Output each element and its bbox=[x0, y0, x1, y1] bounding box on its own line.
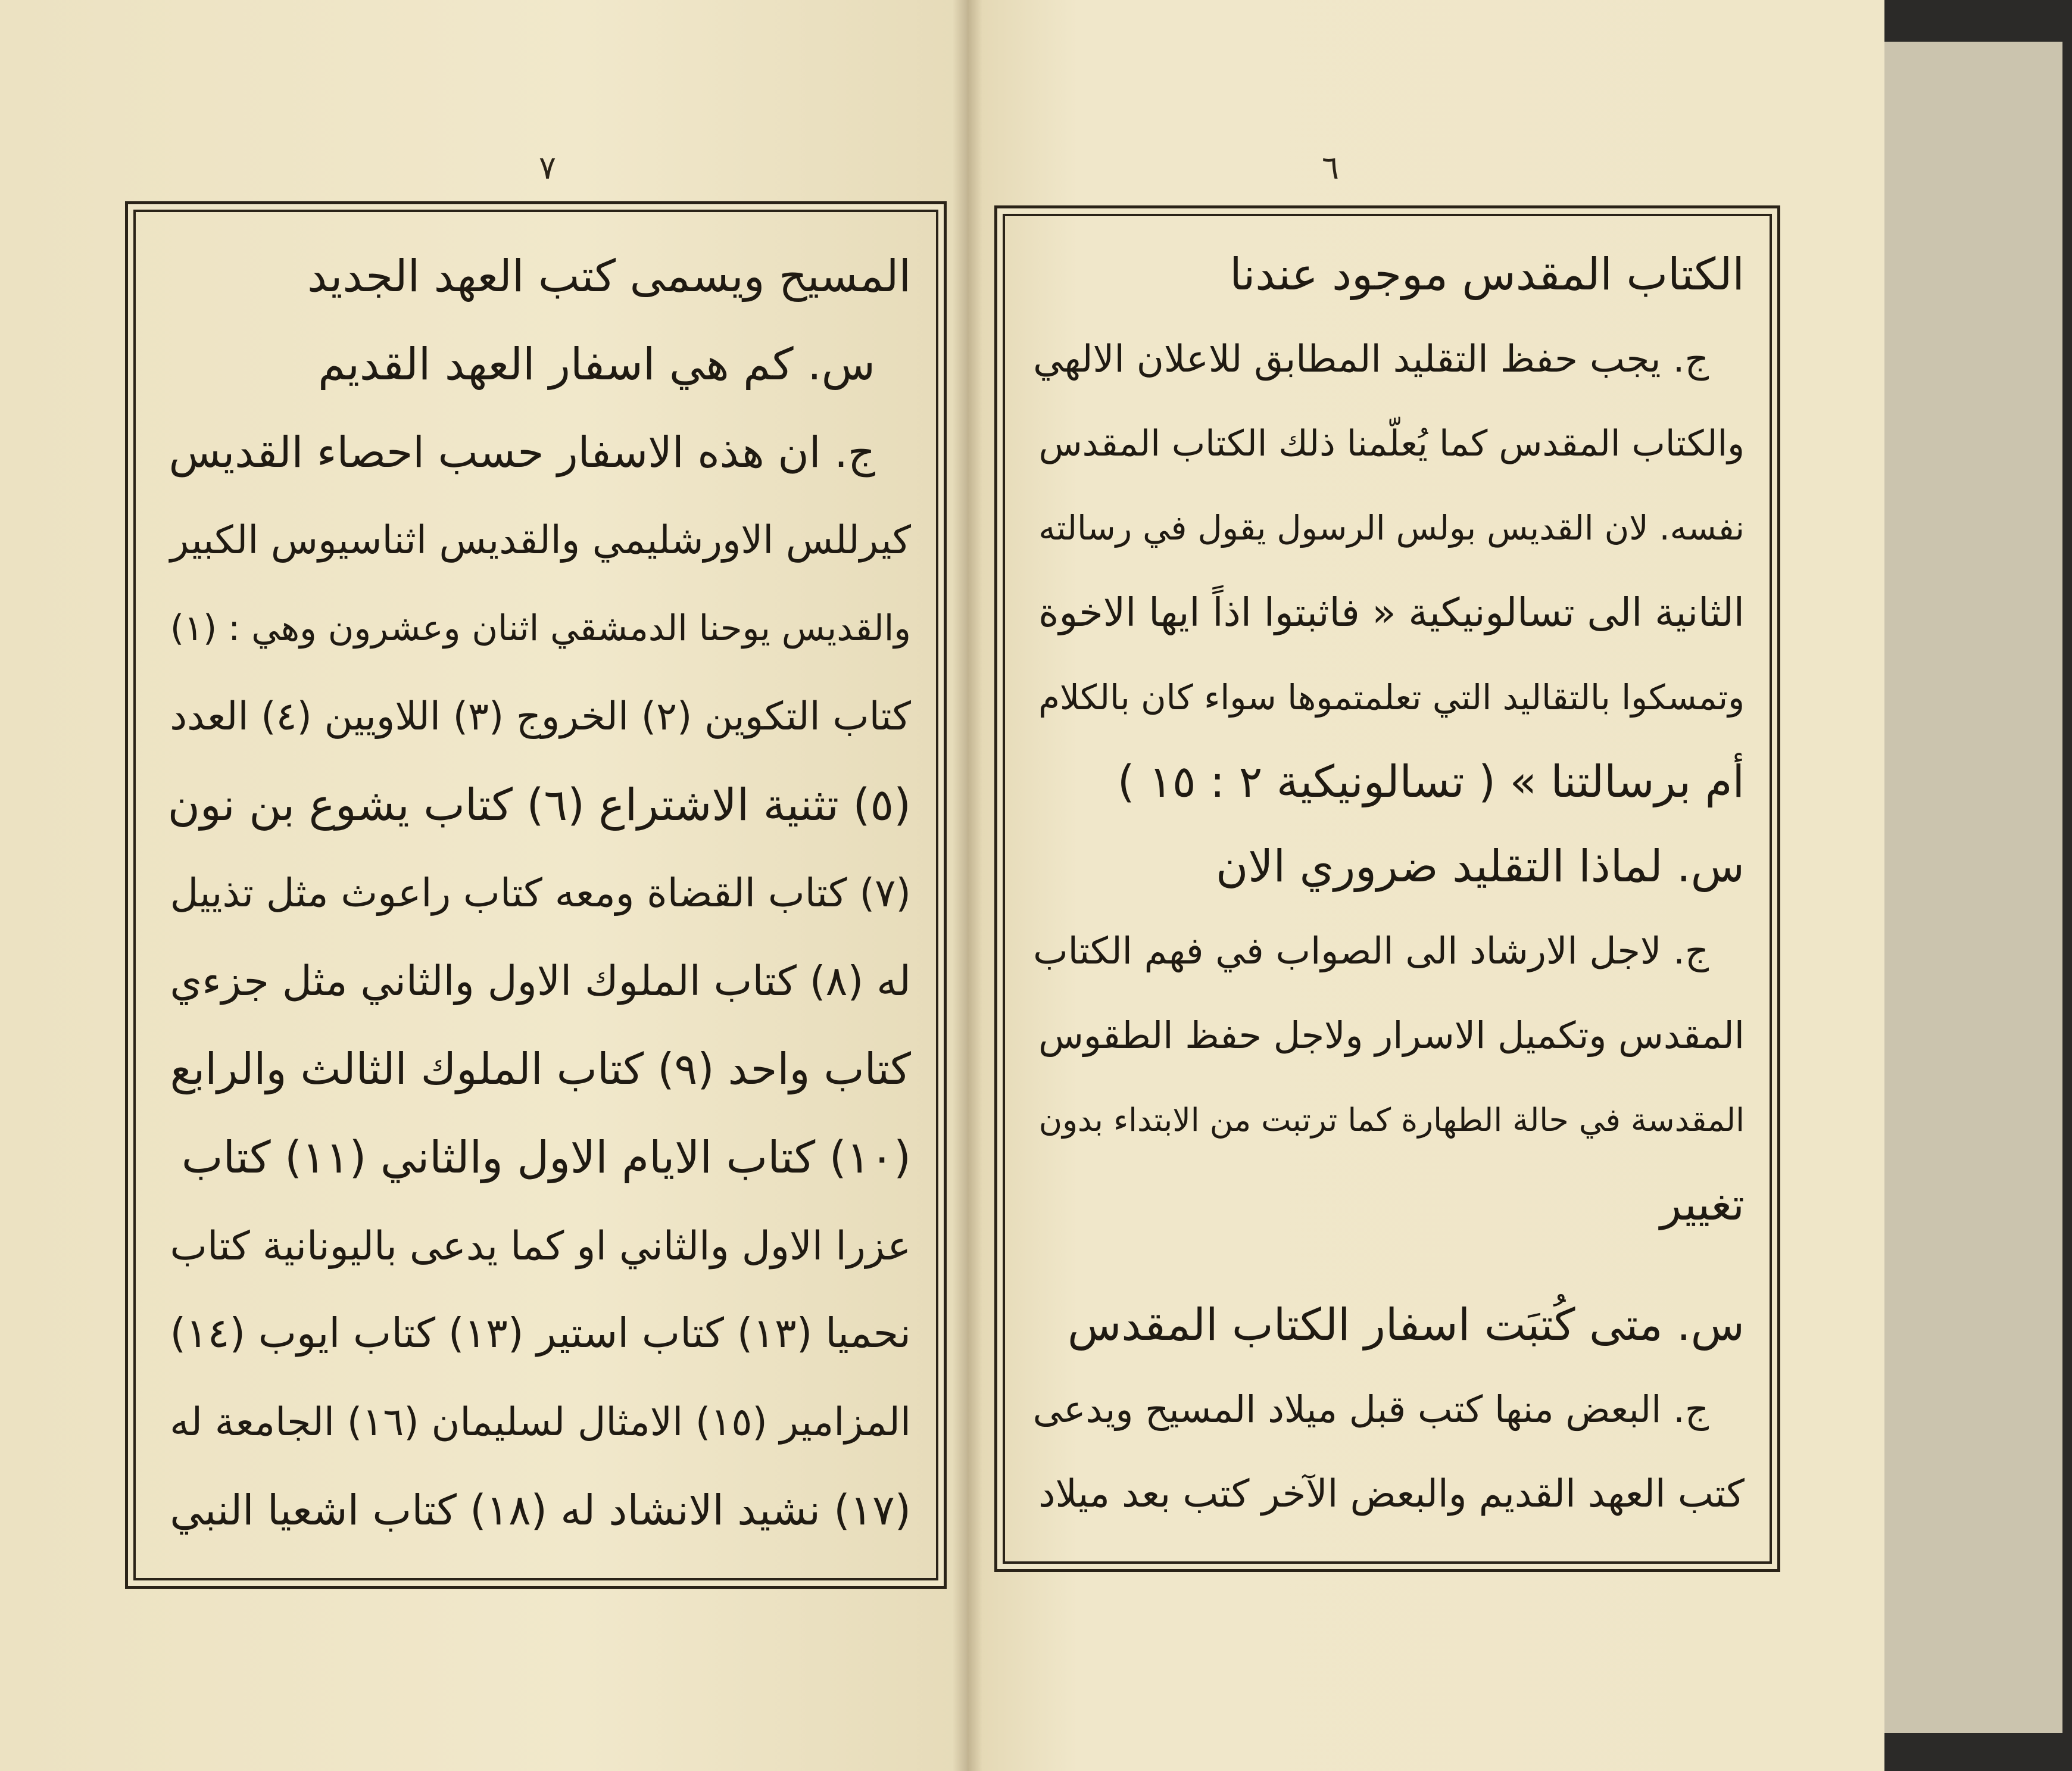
text-line: كتاب واحد (٩) كتاب الملوك الثالث والرابع bbox=[170, 1044, 911, 1095]
text-line: س. كم هي اسفار العهد القديم bbox=[318, 339, 875, 390]
text-line: المقدسة في حالة الطهارة كما ترتبت من الابتداء بدون bbox=[1038, 1101, 1745, 1139]
right-page bbox=[968, 0, 1884, 1771]
text-line: ج. يجب حفظ التقليد المطابق للاعلان الالهي bbox=[1033, 337, 1709, 381]
book-gutter bbox=[953, 0, 982, 1771]
text-line: المسيح ويسمى كتب العهد الجديد bbox=[307, 251, 911, 302]
text-line: والكتاب المقدس كما يُعلّمنا ذلك الكتاب المقدس bbox=[1038, 423, 1745, 464]
text-line: المقدس وتكميل الاسرار ولاجل حفظ الطقوس bbox=[1038, 1014, 1745, 1057]
left-page bbox=[0, 0, 968, 1771]
text-line: وتمسكوا بالتقاليد التي تعلمتموها سواء كان بالكلام bbox=[1038, 677, 1745, 718]
text-line: (٥) تثنية الاشتراع (٦) كتاب يشوع بن نون bbox=[167, 780, 911, 831]
text-line: س. لماذا التقليد ضروري الان bbox=[1215, 841, 1745, 892]
text-line: ج. البعض منها كتب قبل ميلاد المسيح ويدعى bbox=[1032, 1388, 1709, 1431]
text-line: الثانية الى تسالونيكية « فاثبتوا اذاً ايها الاخوة bbox=[1038, 590, 1745, 635]
text-line: نفسه. لان القديس بولس الرسول يقول في رسالته bbox=[1038, 509, 1745, 548]
text-line: المزامير (١٥) الامثال لسليمان (١٦) الجامعة له bbox=[170, 1399, 911, 1445]
back-cover-edge bbox=[1881, 42, 2062, 1733]
text-line: كيرللس الاورشليمي والقديس اثناسيوس الكبير bbox=[170, 518, 911, 563]
text-line: ج. ان هذه الاسفار حسب احصاء القديس bbox=[168, 428, 875, 477]
text-line: عزرا الاول والثاني او كما يدعى باليونانية كتاب bbox=[170, 1223, 911, 1269]
right-page-text bbox=[1024, 232, 1745, 1536]
text-line: الكتاب المقدس موجود عندنا bbox=[1230, 249, 1745, 300]
left-page-text bbox=[155, 232, 911, 1554]
text-line: أم برسالتنا » ( تسالونيكية ٢ : ١٥ ) bbox=[1117, 756, 1745, 807]
text-line: كتب العهد القديم والبعض الآخر كتب بعد ميلاد bbox=[1038, 1472, 1745, 1516]
text-line: والقديس يوحنا الدمشقي اثنان وعشرون وهي : (١) bbox=[170, 608, 911, 649]
text-line: له (٨) كتاب الملوك الاول والثاني مثل جزءي bbox=[170, 958, 911, 1005]
text-line: نحميا (١٣) كتاب استير (١٣) كتاب ايوب (١٤) bbox=[170, 1310, 911, 1357]
text-line: س. متى كُتبَت اسفار الكتاب المقدس bbox=[1068, 1299, 1745, 1351]
text-line: تغيير bbox=[1660, 1179, 1745, 1230]
text-line: (١٧) نشيد الانشاد له (١٨) كتاب اشعيا النبي bbox=[170, 1486, 911, 1535]
text-line: (١٠) كتاب الايام الاول والثاني (١١) كتاب bbox=[181, 1132, 911, 1183]
text-line: (٧) كتاب القضاة ومعه كتاب راعوث مثل تذييل bbox=[170, 871, 911, 916]
text-line: كتاب التكوين (٢) الخروج (٣) اللاويين (٤) العدد bbox=[170, 694, 911, 739]
text-line: ج. لاجل الارشاد الى الصواب في فهم الكتاب bbox=[1033, 929, 1709, 972]
page-number-left: ٧ bbox=[539, 149, 557, 186]
page-number-right: ٦ bbox=[1322, 149, 1340, 186]
